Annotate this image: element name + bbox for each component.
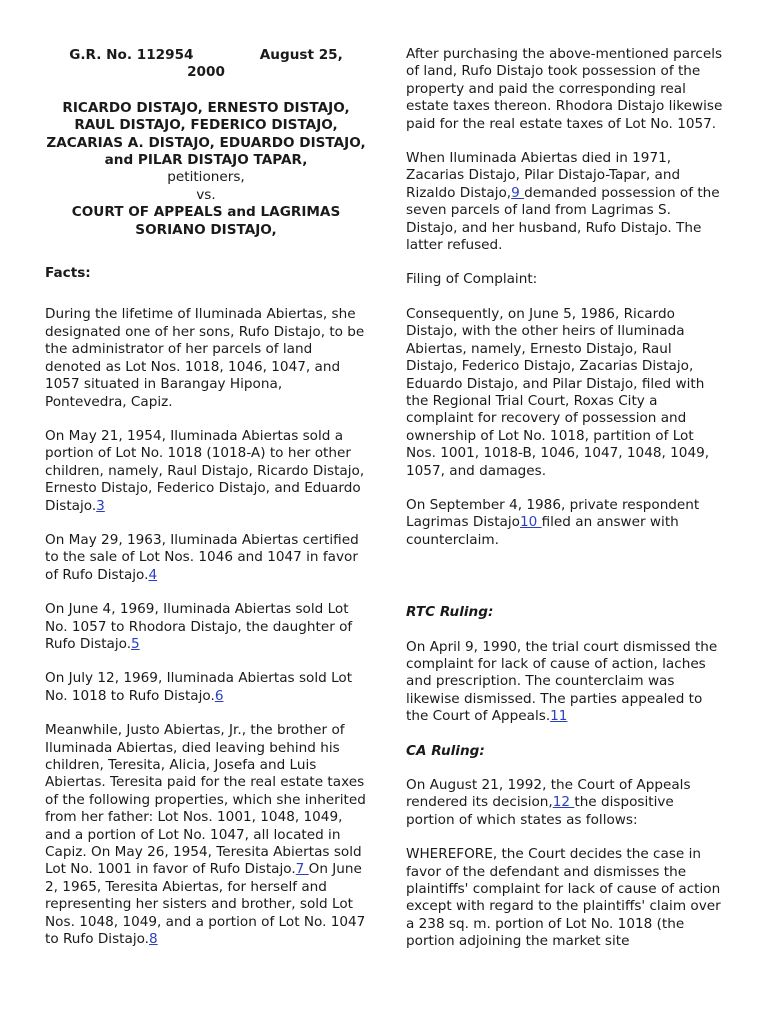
petitioners-label: petitioners, [167, 169, 245, 186]
paragraph-text: demanded possession of the seven parcels of land from Lagrimas S. Distajo, and her husband, Rufo Distajo. The latter refused. [406, 184, 720, 254]
footnote-link[interactable]: 6 [214, 687, 224, 704]
footnote-link[interactable]: 10 [519, 514, 542, 531]
left-column [45, 0, 367, 948]
paragraph [406, 777, 724, 829]
paragraph-text: filed an answer with counterclaim. [406, 514, 679, 548]
paragraph-text: On May 29, 1963, Iluminada Abiertas certified to the sale of Lot Nos. 1046 and 1047 in favor of Rufo Distajo. [45, 531, 359, 583]
footnote-link[interactable]: 9 [511, 184, 525, 201]
footnote-link[interactable]: 5 [131, 635, 140, 652]
paragraph [406, 150, 724, 254]
versus-label: vs. [196, 186, 216, 203]
paragraph-text: When Iluminada Abiertas died in 1971, Zacarias Distajo, Pilar Distajo-Tapar, and Rizaldo Distajo, [406, 150, 681, 201]
footnote-link[interactable]: 7 [295, 861, 309, 878]
paragraph-text: After purchasing the above-mentioned parcels of land, Rufo Distajo took possession of the property and paid the corresponding real estate taxes thereon. Rhodora Distajo likewise paid for the real estate taxes of Lot No. 1057. [406, 46, 723, 132]
case-date-year: 2000 [187, 64, 225, 81]
paragraph [406, 639, 724, 726]
case-header [45, 47, 367, 239]
paragraph-text: WHEREFORE, the Court decides the case in favor of the defendant and dismisses the plaintiffs' complaint for lack of cause of action except with regard to the plaintiffs' claim over a 238 sq. m. portion of Lot No. 1018 (the portion adjoining the market site [406, 846, 721, 950]
facts-heading: Facts: [45, 265, 91, 282]
paragraph [406, 306, 724, 480]
paragraph-text: During the lifetime of Iluminada Abiertas, she designated one of her sons, Rufo Distajo, to be the administrator of her parcels of land denoted as Lot Nos. 1018, 1046, 1047, and 1057 situated in Barangay Hipona, Pontevedra, Capiz. [45, 306, 365, 410]
paragraph-text: Meanwhile, Justo Abiertas, Jr., the brother of Iluminada Abiertas, died leaving behind his children, Teresita, Alicia, Josefa and Luis Abiertas. Teresita paid for the real estate taxes of the following properties, which she inherited from her father: Lot Nos. 1001, 1048, 1049, and a portion of Lot No. 1047, all located in Capiz. On May 26, 1954, Teresita Abiertas sold Lot No. 1001 in favor of Rufo Distajo. [45, 722, 366, 878]
footnote-link[interactable]: 8 [149, 931, 158, 948]
paragraph [45, 532, 367, 584]
paragraph [45, 428, 367, 515]
case-number-line: G.R. No. 112954 August 25, [69, 47, 343, 63]
paragraph-text: On June 2, 1965, Teresita Abiertas, for herself and representing her sisters and brother, sold Lot Nos. 1048, 1049, and a portion of Lot No. 1047 to Rufo Distajo. [45, 861, 366, 948]
paragraph-text: On April 9, 1990, the trial court dismissed the complaint for lack of cause of action, laches and prescription. The counterclaim was likewise dismissed. The parties appealed to the Court of Appeals. [406, 638, 718, 725]
paragraph-text: On June 4, 1969, Iluminada Abiertas sold Lot No. 1057 to Rhodora Distajo, the daughter of Rufo Distajo. [45, 601, 353, 652]
footnote-link[interactable]: 12 [552, 794, 575, 811]
paragraph [406, 846, 724, 950]
paragraph [45, 722, 367, 948]
paragraph-text: On May 21, 1954, Iluminada Abiertas sold a portion of Lot No. 1018 (1018-A) to her other children, namely, Raul Distajo, Ricardo Distajo, Ernesto Distajo, Federico Distajo, and Eduardo Distajo. [45, 427, 365, 514]
footnote-link[interactable]: 11 [550, 708, 568, 725]
paragraph-text: On August 21, 1992, the Court of Appeals rendered its decision, [406, 777, 691, 811]
case-number [45, 47, 367, 82]
footnote-link[interactable]: 4 [148, 566, 158, 583]
paragraph-text: Consequently, on June 5, 1986, Ricardo Distajo, with the other heirs of Iluminada Abiertas, namely, Ernesto Distajo, Raul Distajo, Federico Distajo, Zacarias Distajo, Eduardo Distajo, and Pilar Distajo, filed with the Regional Trial Court, Roxas City a complaint for recovery of possession and ownership of Lot No. 1018, partition of Lot Nos. 1001, 1018-B, 1046, 1047, 1048, 1049, 1057, and damages. [406, 305, 710, 479]
paragraph-text: On September 4, 1986, private respondent Lagrimas Distajo [406, 496, 700, 531]
paragraph-text: the dispositive portion of which states as follows: [406, 794, 674, 828]
paragraph [45, 306, 367, 410]
paragraph [406, 46, 724, 133]
paragraph-text: On July 12, 1969, Iluminada Abiertas sold Lot No. 1018 to Rufo Distajo. [45, 670, 353, 704]
paragraph [406, 497, 724, 549]
right-column [406, 0, 724, 951]
petitioners-names: RICARDO DISTAJO, ERNESTO DISTAJO, RAUL DISTAJO, FEDERICO DISTAJO, ZACARIAS A. DISTAJO, EDUARDO DISTAJO, and PILAR DISTAJO TAPAR, [46, 99, 366, 169]
rtc-ruling-heading: RTC Ruling: [406, 604, 494, 621]
ca-ruling-heading: CA Ruling: [406, 742, 485, 759]
filing-heading: Filing of Complaint: [406, 271, 538, 288]
footnote-link[interactable]: 3 [96, 497, 105, 514]
respondents-names: COURT OF APPEALS and LAGRIMAS SORIANO DISTAJO, [71, 204, 341, 238]
paragraph [45, 670, 367, 705]
paragraph [45, 601, 367, 653]
